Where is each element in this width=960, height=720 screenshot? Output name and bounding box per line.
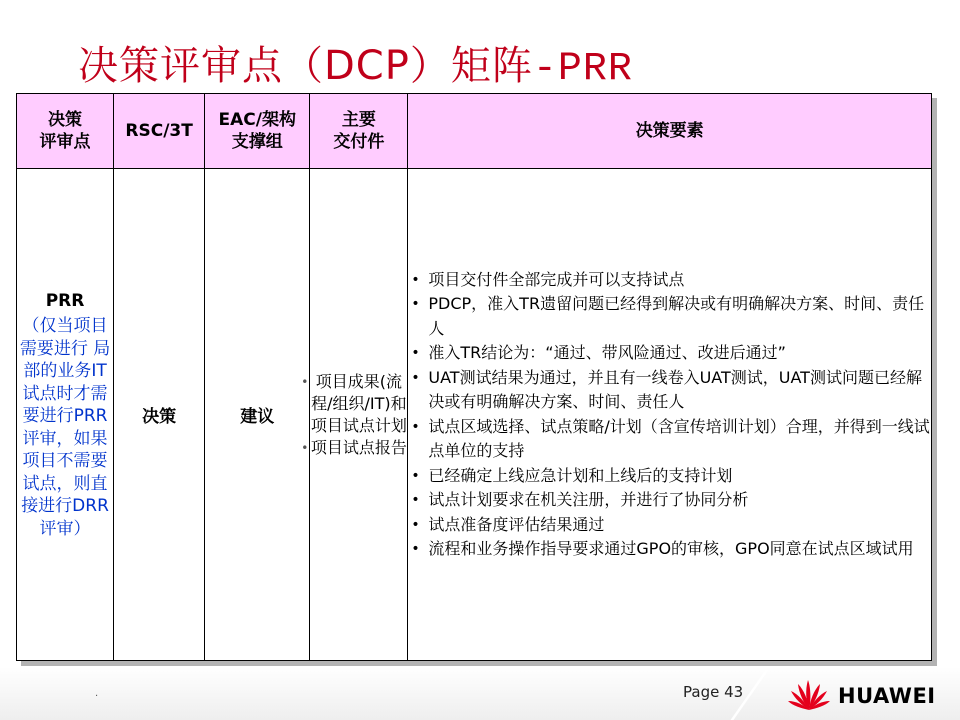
deliverable-item: • 项目试点报告 [310, 437, 407, 459]
slide-title-main: 决策评审点（DCP）矩阵 [78, 43, 533, 89]
footer-dot: . [95, 688, 99, 699]
list-item: • 准入TR结论为：“通过、带风险通过、改进后通过” [408, 341, 931, 366]
dcp-name: PRR [45, 291, 85, 311]
list-item: • 已经确定上线应急计划和上线后的支持计划 [408, 464, 931, 489]
list-item: • 项目交付件全部完成并可以支持试点 [408, 268, 931, 293]
list-item: • 试点准备度评估结果通过 [408, 513, 931, 538]
cell-dcp [17, 169, 114, 661]
header-dcp: 决策 评审点 [17, 94, 114, 169]
list-item: • 试点区域选择、试点策略/计划（含宣传培训计划）合理，并得到一线试点单位的支持 [408, 415, 931, 464]
deliverable-item: • 项目成果(流程/组织/IT)和项目试点计划 [310, 371, 407, 437]
header-deliverables: 主要 交付件 [310, 94, 408, 169]
slide-title-sub: -PRR [532, 47, 633, 92]
list-item: • 试点计划要求在机关注册，并进行了协同分析 [408, 488, 931, 513]
header-eac: EAC/架构 支撑组 [205, 94, 310, 169]
slide-title [78, 34, 633, 92]
cell-deliverables [310, 169, 408, 661]
factors-list [408, 268, 931, 562]
dcp-note: （仅当项目 需要进行 局部的业务IT试点时才需要进行PRR评审，如果项目不需要试点，则直接进行DRR评审） [19, 316, 111, 539]
list-item: • UAT测试结果为通过，并且有一线卷入UAT测试，UAT测试问题已经解决或有明确解决方案、时间、责任人 [408, 366, 931, 415]
list-item: • PDCP，准入TR遗留问题已经得到解决或有明确解决方案、时间、责任人 [408, 292, 931, 341]
huawei-logo [786, 676, 936, 712]
dcp-matrix-table [16, 93, 932, 661]
cell-rsc: 决策 [114, 169, 205, 661]
list-item: • 流程和业务操作指导要求通过GPO的审核，GPO同意在试点区域试用 [408, 537, 931, 562]
logo-text: HUAWEI [838, 684, 936, 708]
huawei-petal-logo-icon [786, 676, 832, 712]
cell-eac: 建议 [205, 169, 310, 661]
table-row [17, 169, 932, 661]
cell-factors [408, 169, 932, 661]
table-header-row [17, 94, 932, 169]
page-number: Page 43 [683, 683, 744, 701]
header-rsc: RSC/3T [114, 94, 205, 169]
header-factors: 决策要素 [408, 94, 932, 169]
